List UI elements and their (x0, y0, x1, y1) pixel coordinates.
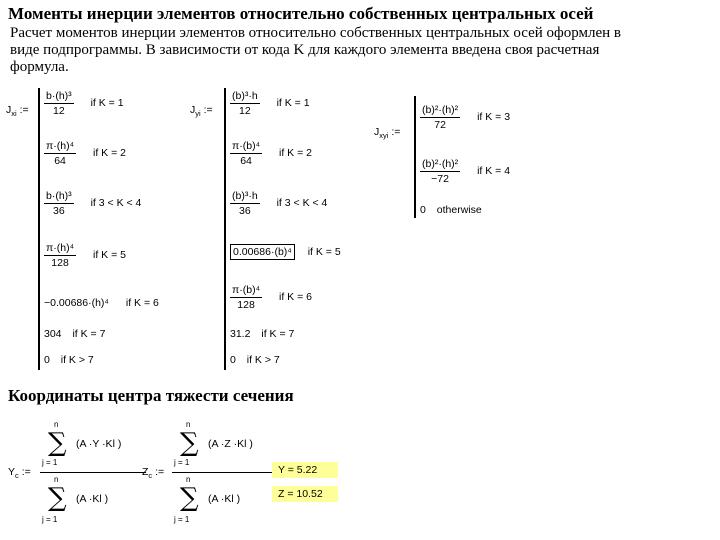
jxy-case-2: $\frac{\text{(b)²·(h)²}}{-72}$ if K = 4 (422, 158, 511, 185)
jx-case-bar (38, 88, 40, 370)
jy-assign: := (203, 104, 213, 116)
jy-case-7: 0 if K > 7 (230, 354, 280, 366)
sum-symbol: ∑ (180, 483, 199, 513)
sum-symbol: ∑ (180, 428, 199, 458)
zc-fraction (172, 420, 272, 529)
zc-denominator: n ∑ j = 1 (A ·Kl ) (174, 475, 241, 524)
jy-symbol: J (190, 104, 196, 116)
jy-subscript: yi (195, 109, 201, 118)
jy-case-1: $\frac{\text{(b)³·h}}{12}$ if K = 1 (232, 90, 310, 117)
jy-case-4: 0.00686·(b)⁴ if K = 5 (230, 246, 341, 258)
sum-symbol: ∑ (48, 428, 67, 458)
jy-case-5: $\frac{\text{π·(b)⁴}}{128}$ if K = 6 (232, 284, 312, 311)
yc-lhs: $Y_c$ := (8, 466, 31, 480)
jx-case-4: $\frac{\text{π·(h)⁴}}{128}$ if K = 5 (46, 242, 126, 269)
yc-denominator: n ∑ j = 1 (A ·Kl ) (42, 475, 109, 524)
jxy-case-1: $\frac{\text{(b)²·(h)²}}{72}$ if K = 3 (422, 104, 511, 131)
jy-case-2: $\frac{\text{π·(b)⁴}}{64}$ if K = 2 (232, 140, 312, 167)
jy-lhs (190, 104, 213, 118)
zc-result: Z = 10.52 (272, 486, 338, 502)
jx-symbol: J (6, 104, 12, 116)
jxy-symbol: J (374, 126, 380, 138)
zc-lhs: $Z_c$ := (142, 466, 165, 480)
jx-case-5: −0.00686·(h)⁴ if K = 6 (44, 297, 159, 309)
jx-assign: := (19, 104, 29, 116)
jxy-lhs (374, 126, 400, 140)
section-title-centroid: Координаты центра тяжести сечения (8, 386, 294, 405)
jx-case-1: $\frac{\text{b·(h)³}}{12}$ if K = 1 (46, 90, 124, 117)
jy-case-3: $\frac{\text{(b)³·h}}{36}$ if 3 < K < 4 (232, 190, 328, 217)
jxy-assign: := (391, 126, 401, 138)
jx-case-2: $\frac{\text{π·(h)⁴}}{64}$ if K = 2 (46, 140, 126, 167)
jy-case-bar (224, 88, 226, 370)
jx-case-7: 0 if K > 7 (44, 354, 94, 366)
section-title-inertia: Моменты инерции элементов относительно собственных центральных осей (8, 4, 594, 23)
jxy-case-bar (414, 96, 416, 218)
jxy-subscript: xyi (379, 131, 389, 140)
yc-result: Y = 5.22 (272, 462, 338, 478)
zc-numerator: n ∑ j = 1 (A ·Z ·Kl ) (172, 420, 272, 473)
jxy-case-3: 0 otherwise (420, 204, 482, 216)
sum-symbol: ∑ (48, 483, 67, 513)
jx-subscript: xi (11, 109, 17, 118)
jx-case-6: 304 if K = 7 (44, 328, 106, 340)
yc-fraction (40, 420, 146, 529)
section-paragraph: Расчет моментов инерции элементов относительно собственных центральных осей оформлен в виде подпрограммы. В зависимости от кода K для каждого элемента введена своя расчетная формула. (10, 25, 622, 75)
jx-lhs (6, 104, 29, 118)
jx-case-3: $\frac{\text{b·(h)³}}{36}$ if 3 < K < 4 (46, 190, 142, 217)
yc-numerator: n ∑ j = 1 (A ·Y ·Kl ) (40, 420, 146, 473)
jy-case-6: 31.2 if K = 7 (230, 328, 295, 340)
